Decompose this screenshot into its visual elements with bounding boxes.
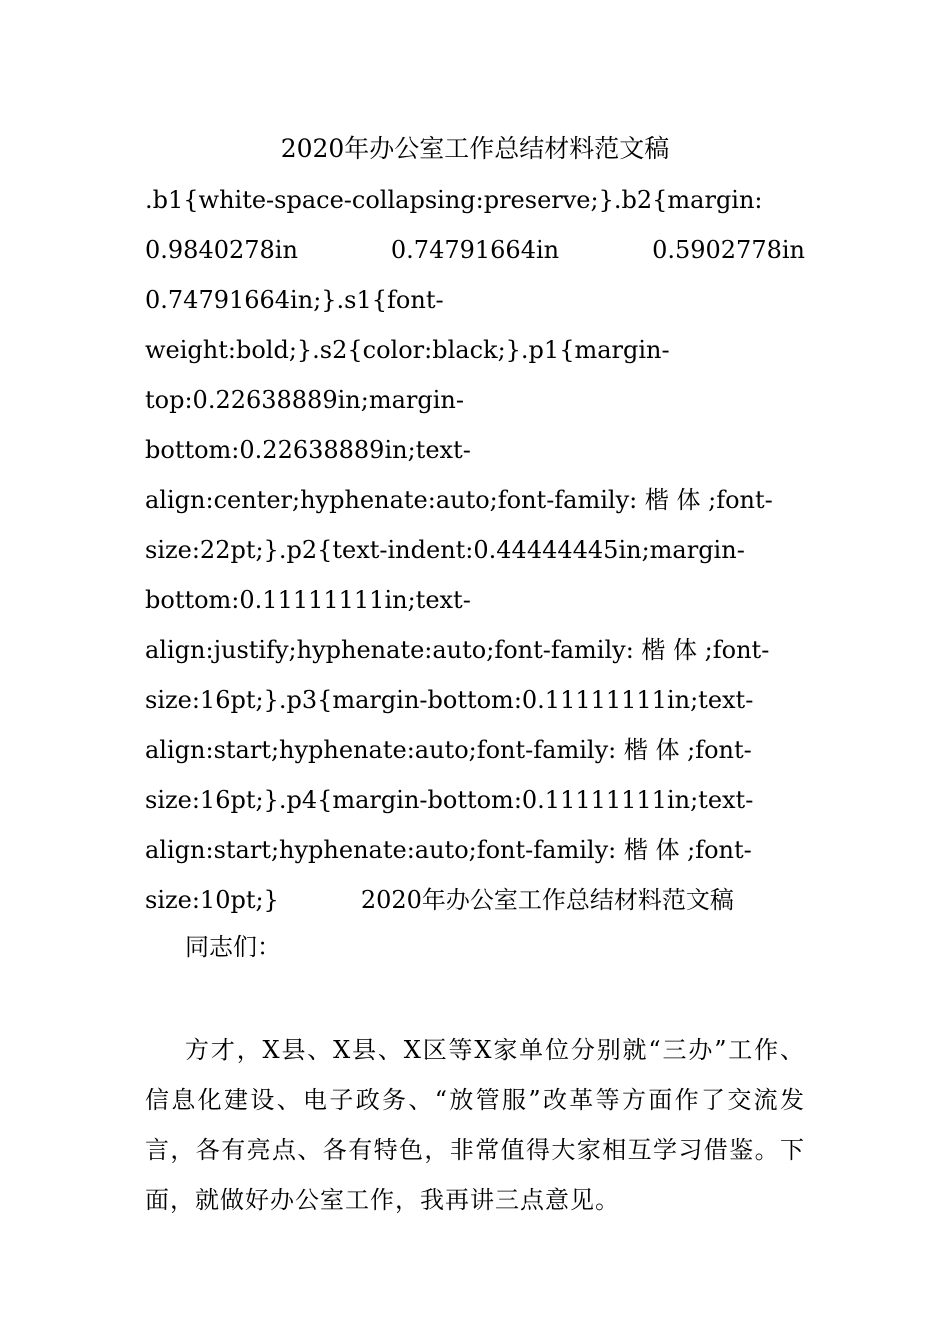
css-line: align:center;hyphenate:auto;font-family: 楷 体 ;font- — [145, 486, 773, 514]
body-paragraph: 方才，X县、X县、X区等X家单位分别就“三办”工作、信息化建设、电子政务、“放管服”改革等方面作了交流发言，各有亮点、各有特色，非常值得大家相互学习借鉴。下面，就做好办公室工作，我再讲三点意见。 — [145, 1036, 805, 1214]
css-line: align:start;hyphenate:auto;font-family: 楷 体 ;font- — [145, 836, 752, 864]
css-line: align:start;hyphenate:auto;font-family: 楷 体 ;font- — [145, 736, 752, 764]
css-line: size:16pt;}.p4{margin-bottom:0.11111111in;text- — [145, 786, 754, 814]
css-margin-value: 0.74791664in — [390, 236, 560, 264]
css-last-text: size:10pt;} — [145, 886, 279, 914]
css-text-block — [145, 175, 805, 925]
css-line-last — [145, 875, 805, 925]
css-line: .b1{white-space-collapsing:preserve;}.b2{margin: — [145, 186, 763, 214]
css-line: align:justify;hyphenate:auto;font-family: 楷 体 ;font- — [145, 636, 770, 664]
greeting: 同志们： — [185, 933, 281, 961]
css-line: top:0.22638889in;margin- — [145, 386, 464, 414]
css-margin-value: 0.5902778in — [652, 236, 805, 264]
document-title: 2020年办公室工作总结材料范文稿 — [280, 134, 670, 163]
css-line: bottom:0.22638889in;text- — [145, 436, 471, 464]
css-line: 0.74791664in;}.s1{font- — [145, 286, 444, 314]
inline-document-title: 2020年办公室工作总结材料范文稿 — [360, 886, 734, 914]
css-line-margins — [145, 225, 805, 275]
css-line: size:16pt;}.p3{margin-bottom:0.11111111in;text- — [145, 686, 754, 714]
css-margin-value: 0.9840278in — [145, 236, 298, 264]
css-line: weight:bold;}.s2{color:black;}.p1{margin- — [145, 336, 670, 364]
css-line: bottom:0.11111111in;text- — [145, 586, 471, 614]
css-line: size:22pt;}.p2{text-indent:0.44444445in;margin- — [145, 536, 745, 564]
